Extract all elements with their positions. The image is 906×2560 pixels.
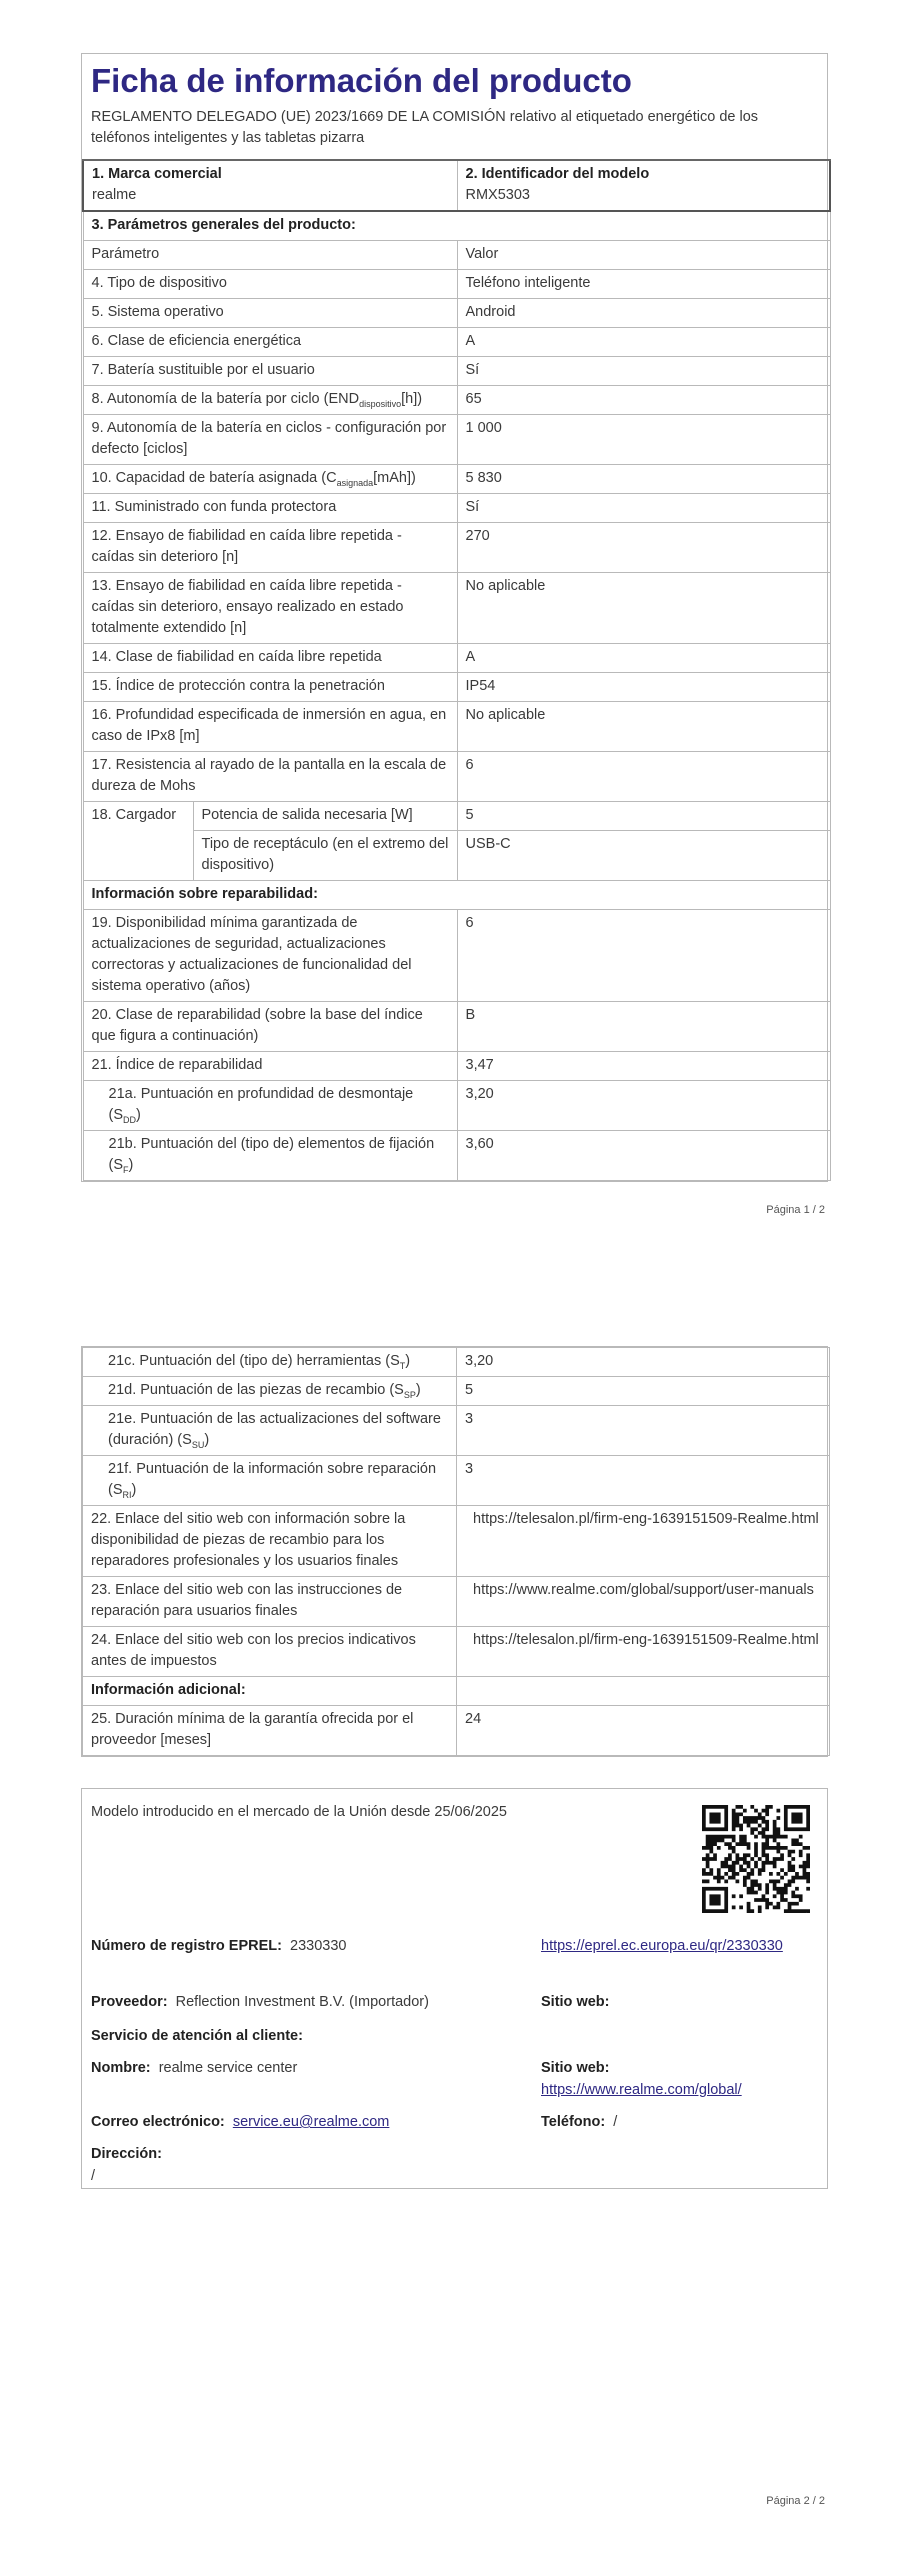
row-value: No aplicable bbox=[457, 573, 830, 644]
table-row bbox=[83, 523, 830, 573]
charger-power-value: 5 bbox=[457, 802, 830, 831]
spare-parts-link[interactable]: https://telesalon.pl/firm-eng-1639151509-Realme.html bbox=[457, 1506, 830, 1577]
eprel-value: 2330330 bbox=[290, 1938, 347, 1954]
row-value: 3 bbox=[457, 1406, 830, 1456]
label-text: [h]) bbox=[401, 391, 423, 407]
row-label: 15. Índice de protección contra la penetración bbox=[83, 673, 457, 702]
row-value: 3,20 bbox=[457, 1081, 830, 1131]
general-heading: 3. Parámetros generales del producto: bbox=[83, 211, 830, 241]
service-heading: Servicio de atención al cliente: bbox=[91, 2028, 303, 2044]
row-value: 3,20 bbox=[457, 1348, 830, 1377]
row-label: 19. Disponibilidad mínima garantizada de actualizaciones de seguridad, actualizaciones correctoras y actualizaciones de funcionalidad del sistema operativo (años) bbox=[83, 910, 457, 1002]
table-row bbox=[83, 673, 830, 702]
row-label: 16. Profundidad especificada de inmersión en agua, en caso de IPx8 [m] bbox=[83, 702, 457, 752]
row-value: 6 bbox=[457, 752, 830, 802]
row-value: 3,60 bbox=[457, 1131, 830, 1181]
col-param: Parámetro bbox=[83, 241, 457, 270]
col-value: Valor bbox=[457, 241, 830, 270]
label-text: 21a. Puntuación en profundidad de desmontaje (S bbox=[108, 1086, 414, 1123]
table-row bbox=[83, 1052, 830, 1081]
service-web-label: Sitio web: bbox=[541, 2060, 610, 2076]
table-row bbox=[83, 160, 830, 211]
charger-socket-label: Tipo de receptáculo (en el extremo del dispositivo) bbox=[193, 831, 457, 881]
label-text: ) bbox=[136, 1107, 141, 1123]
market-date-text: Modelo introducido en el mercado de la Unión desde 25/06/2025 bbox=[91, 1804, 507, 1820]
table-row bbox=[83, 1706, 830, 1756]
regulation-subtitle: REGLAMENTO DELEGADO (UE) 2023/1669 DE LA COMISIÓN relativo al etiquetado energético de los teléfonos inteligentes y las tabletas pizarra bbox=[91, 109, 759, 146]
supplier-info-box bbox=[81, 1788, 828, 2189]
eprel-field bbox=[91, 1935, 346, 1957]
charger-power-label: Potencia de salida necesaria [W] bbox=[193, 802, 457, 831]
table-row bbox=[83, 702, 830, 752]
supplier-value: Reflection Investment B.V. (Importador) bbox=[175, 1994, 429, 2010]
table-row bbox=[83, 831, 830, 881]
row-value: 6 bbox=[457, 910, 830, 1002]
row-label: 17. Resistencia al rayado de la pantalla en la escala de dureza de Mohs bbox=[83, 752, 457, 802]
label-sub: dispositivo bbox=[359, 398, 402, 409]
row-label: 23. Enlace del sitio web con las instrucciones de reparación para usuarios finales bbox=[83, 1577, 457, 1627]
label-sub: RI bbox=[122, 1489, 132, 1500]
product-sheet-page1 bbox=[81, 53, 828, 1182]
table-row bbox=[83, 415, 830, 465]
service-web-field bbox=[541, 2057, 811, 2101]
table-row bbox=[83, 881, 830, 910]
table-row bbox=[83, 494, 830, 523]
eprel-link-wrap bbox=[541, 1935, 801, 1957]
label-sub: SU bbox=[191, 1439, 205, 1450]
table-row bbox=[83, 910, 830, 1002]
email-link[interactable]: service.eu@realme.com bbox=[232, 2114, 390, 2130]
row-value: 24 bbox=[457, 1706, 830, 1756]
table-row bbox=[83, 1506, 830, 1577]
charger-label: 18. Cargador bbox=[83, 802, 193, 881]
page-number-2: Página 2 / 2 bbox=[766, 2495, 825, 2507]
row-value: 5 830 bbox=[457, 465, 830, 494]
table-row bbox=[83, 1456, 830, 1506]
label-text: ) bbox=[415, 1382, 421, 1398]
table-row bbox=[83, 1577, 830, 1627]
row-label: 25. Duración mínima de la garantía ofrecida por el proveedor [meses] bbox=[83, 1706, 457, 1756]
brand-value: realme bbox=[92, 187, 137, 203]
table-row bbox=[83, 299, 830, 328]
table-row bbox=[83, 573, 830, 644]
email-field bbox=[91, 2111, 389, 2133]
model-value: RMX5303 bbox=[465, 187, 530, 203]
name-field bbox=[91, 2057, 297, 2079]
repair-heading: Información sobre reparabilidad: bbox=[83, 881, 830, 910]
table-row bbox=[83, 357, 830, 386]
row-label: 7. Batería sustituible por el usuario bbox=[83, 357, 457, 386]
row-value: A bbox=[457, 644, 830, 673]
label-text: ) bbox=[131, 1482, 137, 1498]
table-row bbox=[83, 1406, 830, 1456]
label-text: ) bbox=[128, 1157, 134, 1173]
table-row bbox=[83, 1627, 830, 1677]
label-text: ) bbox=[405, 1353, 411, 1369]
eprel-link[interactable]: https://eprel.ec.europa.eu/qr/2330330 bbox=[541, 1938, 783, 1954]
name-label: Nombre: bbox=[91, 2060, 151, 2076]
row-label bbox=[83, 465, 457, 494]
table-row bbox=[83, 465, 830, 494]
label-text: ) bbox=[204, 1432, 210, 1448]
row-value: 3,47 bbox=[457, 1052, 830, 1081]
row-value: Android bbox=[457, 299, 830, 328]
row-label bbox=[83, 1456, 457, 1506]
row-value: 5 bbox=[457, 1377, 830, 1406]
prices-link[interactable]: https://telesalon.pl/firm-eng-1639151509-Realme.html bbox=[457, 1627, 830, 1677]
product-sheet-page2 bbox=[81, 1346, 828, 1757]
row-label bbox=[83, 1377, 457, 1406]
label-text: 21d. Puntuación de las piezas de recambio (S bbox=[108, 1382, 404, 1398]
table-row bbox=[83, 241, 830, 270]
label-sub: F bbox=[123, 1164, 129, 1175]
row-label: 11. Suministrado con funda protectora bbox=[83, 494, 457, 523]
row-label: 24. Enlace del sitio web con los precios indicativos antes de impuestos bbox=[83, 1627, 457, 1677]
phone-field bbox=[541, 2111, 617, 2133]
row-value: Teléfono inteligente bbox=[457, 270, 830, 299]
row-label bbox=[83, 1406, 457, 1456]
model-label: 2. Identificador del modelo bbox=[465, 166, 650, 182]
row-label: 12. Ensayo de fiabilidad en caída libre repetida - caídas sin deterioro [n] bbox=[83, 523, 457, 573]
label-sub: SP bbox=[403, 1389, 416, 1400]
eprel-label: Número de registro EPREL: bbox=[91, 1938, 282, 1954]
row-value: Sí bbox=[457, 494, 830, 523]
row-label bbox=[83, 386, 457, 415]
service-web-link[interactable]: https://www.realme.com/global/ bbox=[541, 2082, 742, 2098]
label-sub: T bbox=[399, 1360, 406, 1371]
table-row bbox=[83, 1081, 830, 1131]
row-value: Sí bbox=[457, 357, 830, 386]
table-row bbox=[83, 1002, 830, 1052]
table-row bbox=[83, 644, 830, 673]
name-value: realme service center bbox=[158, 2060, 298, 2076]
row-value: IP54 bbox=[457, 673, 830, 702]
table-row bbox=[83, 1348, 830, 1377]
row-value: No aplicable bbox=[457, 702, 830, 752]
label-text: 21b. Puntuación del (tipo de) elementos de fijación (S bbox=[108, 1136, 435, 1173]
table-row bbox=[83, 270, 830, 299]
row-value: 1 000 bbox=[457, 415, 830, 465]
phone-label: Teléfono: bbox=[541, 2114, 606, 2130]
row-label bbox=[83, 1131, 457, 1181]
label-text: [mAh]) bbox=[373, 470, 416, 486]
label-text: 21e. Puntuación de las actualizaciones del software (duración) (S bbox=[108, 1411, 441, 1448]
page-title: Ficha de información del producto bbox=[91, 62, 632, 99]
row-label: 20. Clase de reparabilidad (sobre la base del índice que figura a continuación) bbox=[83, 1002, 457, 1052]
row-label bbox=[83, 1081, 457, 1131]
row-value: B bbox=[457, 1002, 830, 1052]
label-text: 10. Capacidad de batería asignada (C bbox=[91, 470, 337, 486]
row-label: 13. Ensayo de fiabilidad en caída libre repetida - caídas sin deterioro, ensayo realizado en estado totalmente extendido [n] bbox=[83, 573, 457, 644]
repair-instructions-link[interactable]: https://www.realme.com/global/support/user-manuals bbox=[457, 1577, 830, 1627]
table-row bbox=[83, 211, 830, 241]
address-label: Dirección: bbox=[91, 2146, 162, 2162]
charger-socket-value: USB-C bbox=[457, 831, 830, 881]
row-value: 3 bbox=[457, 1456, 830, 1506]
table-row bbox=[83, 1131, 830, 1181]
row-label: 4. Tipo de dispositivo bbox=[83, 270, 457, 299]
phone-value: / bbox=[613, 2114, 618, 2130]
row-value: A bbox=[457, 328, 830, 357]
label-sub: DD bbox=[123, 1114, 136, 1125]
additional-heading: Información adicional: bbox=[83, 1677, 457, 1706]
table-row bbox=[83, 1677, 830, 1706]
row-label bbox=[83, 1348, 457, 1377]
product-table-2 bbox=[82, 1347, 830, 1756]
row-label: 21. Índice de reparabilidad bbox=[83, 1052, 457, 1081]
supplier-field bbox=[91, 1991, 429, 2013]
product-table-1 bbox=[82, 159, 831, 1181]
address-value: / bbox=[91, 2168, 96, 2184]
row-label: 22. Enlace del sitio web con información sobre la disponibilidad de piezas de recambio para los reparadores profesionales y los usuarios finales bbox=[83, 1506, 457, 1577]
brand-label: 1. Marca comercial bbox=[92, 166, 222, 182]
table-row bbox=[83, 386, 830, 415]
label-text: 21f. Puntuación de la información sobre reparación (S bbox=[108, 1461, 437, 1498]
label-sub: asignada bbox=[336, 477, 374, 488]
table-row bbox=[83, 328, 830, 357]
label-text: 8. Autonomía de la batería por ciclo (END bbox=[91, 391, 360, 407]
qr-code-icon[interactable] bbox=[702, 1805, 810, 1913]
row-value: 65 bbox=[457, 386, 830, 415]
table-row bbox=[83, 802, 830, 831]
empty-cell bbox=[457, 1677, 830, 1706]
supplier-web-label: Sitio web: bbox=[541, 1994, 610, 2010]
supplier-label: Proveedor: bbox=[91, 1994, 168, 2010]
row-label: 9. Autonomía de la batería en ciclos - configuración por defecto [ciclos] bbox=[83, 415, 457, 465]
page-number-1: Página 1 / 2 bbox=[766, 1204, 825, 1216]
table-row bbox=[83, 1377, 830, 1406]
table-row bbox=[83, 752, 830, 802]
email-label: Correo electrónico: bbox=[91, 2114, 225, 2130]
row-label: 6. Clase de eficiencia energética bbox=[83, 328, 457, 357]
row-label: 5. Sistema operativo bbox=[83, 299, 457, 328]
row-value: 270 bbox=[457, 523, 830, 573]
row-label: 14. Clase de fiabilidad en caída libre repetida bbox=[83, 644, 457, 673]
label-text: 21c. Puntuación del (tipo de) herramientas (S bbox=[108, 1353, 400, 1369]
